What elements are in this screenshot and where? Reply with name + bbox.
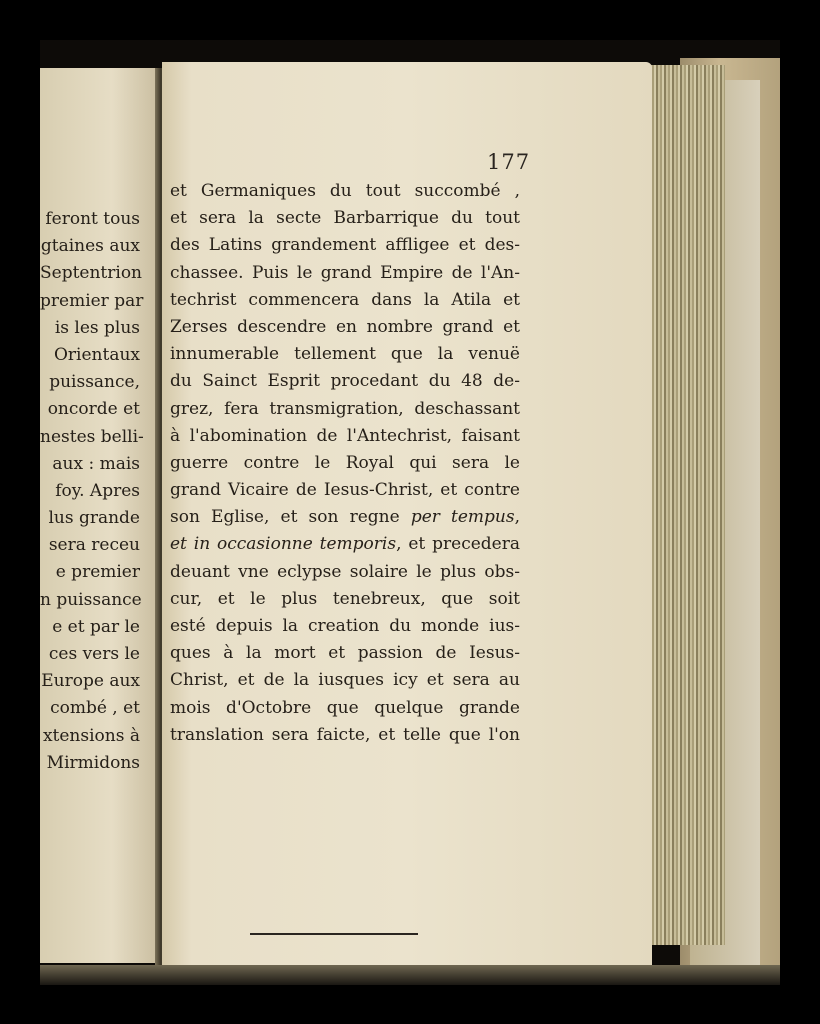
left-line: n puissance — [40, 589, 142, 610]
left-line: feront tous — [45, 209, 140, 229]
latin-phrase: per tempus — [410, 507, 515, 528]
body-line: à l'abomination de l'Antechrist, faisant — [170, 425, 520, 446]
left-line: is les plus — [54, 317, 140, 338]
body-line: Christ, et de la iusques icy et sera au — [170, 670, 520, 691]
body-line: esté depuis la creation du monde ius- — [170, 616, 520, 636]
right-page-text — [170, 178, 520, 749]
left-line: Europe aux — [41, 671, 140, 692]
body-line: translation sera faicte, et telle que l'on — [170, 724, 520, 745]
left-page — [40, 68, 160, 963]
left-line: combé , et — [50, 698, 140, 719]
page-number: 177 — [487, 150, 531, 174]
body-line: grand Vicaire de Iesus-Christ, et contre — [170, 480, 520, 501]
book-photo — [40, 40, 780, 985]
left-line: ces vers le — [48, 644, 140, 664]
page-block-edges — [640, 65, 725, 945]
left-line: lus grande — [48, 508, 140, 529]
body-line: innumerable tellement que la venuë — [170, 344, 520, 365]
left-line: puissance, — [49, 372, 140, 393]
left-line: e premier — [55, 562, 140, 583]
left-line: sera receu — [48, 535, 140, 556]
body-line: du Sainct Esprit procedant du 48 de- — [170, 371, 520, 392]
left-page-text — [40, 206, 144, 777]
body-line: et in occasionne temporis, et precedera — [170, 534, 520, 555]
bottom-shadow — [40, 965, 780, 985]
body-line: Zerses descendre en nombre grand et — [170, 316, 520, 337]
body-line: des Latins grandement affligee et des- — [170, 235, 520, 256]
left-line: aux : mais — [52, 453, 140, 474]
left-line: Mirmidons — [46, 752, 140, 773]
left-line: Septentrion — [40, 263, 143, 284]
body-line: mois d'Octobre que quelque grande — [170, 697, 520, 718]
left-line: premier par — [40, 290, 144, 311]
body-line: chassee. Puis le grand Empire de l'An- — [170, 262, 520, 283]
body-line: ques à la mort et passion de Iesus- — [170, 643, 520, 664]
left-line: foy. Apres — [55, 480, 140, 501]
body-line: et sera la secte Barbarrique du tout — [170, 208, 520, 229]
left-line: nestes belli- — [40, 426, 144, 447]
left-line: oncorde et — [47, 399, 140, 420]
left-line: gtaines aux — [40, 236, 140, 257]
body-line: guerre contre le Royal qui sera le — [170, 452, 520, 473]
body-line: son Eglise, et son regne per tempus, — [170, 507, 520, 528]
left-line: e et par le — [52, 616, 140, 637]
left-line: xtensions à — [42, 725, 140, 746]
body-line: cur, et le plus tenebreux, que soit — [170, 588, 520, 609]
body-line: deuant vne eclypse solaire le plus obs- — [170, 561, 520, 582]
footer-rule — [250, 933, 418, 935]
left-line: Orientaux — [53, 344, 140, 365]
body-line: grez, fera transmigration, deschassant — [170, 398, 520, 419]
body-line: et Germaniques du tout succombé , — [170, 181, 520, 201]
latin-phrase: et in occasionne temporis — [170, 534, 397, 555]
body-line: techrist commencera dans la Atila et — [170, 289, 520, 310]
